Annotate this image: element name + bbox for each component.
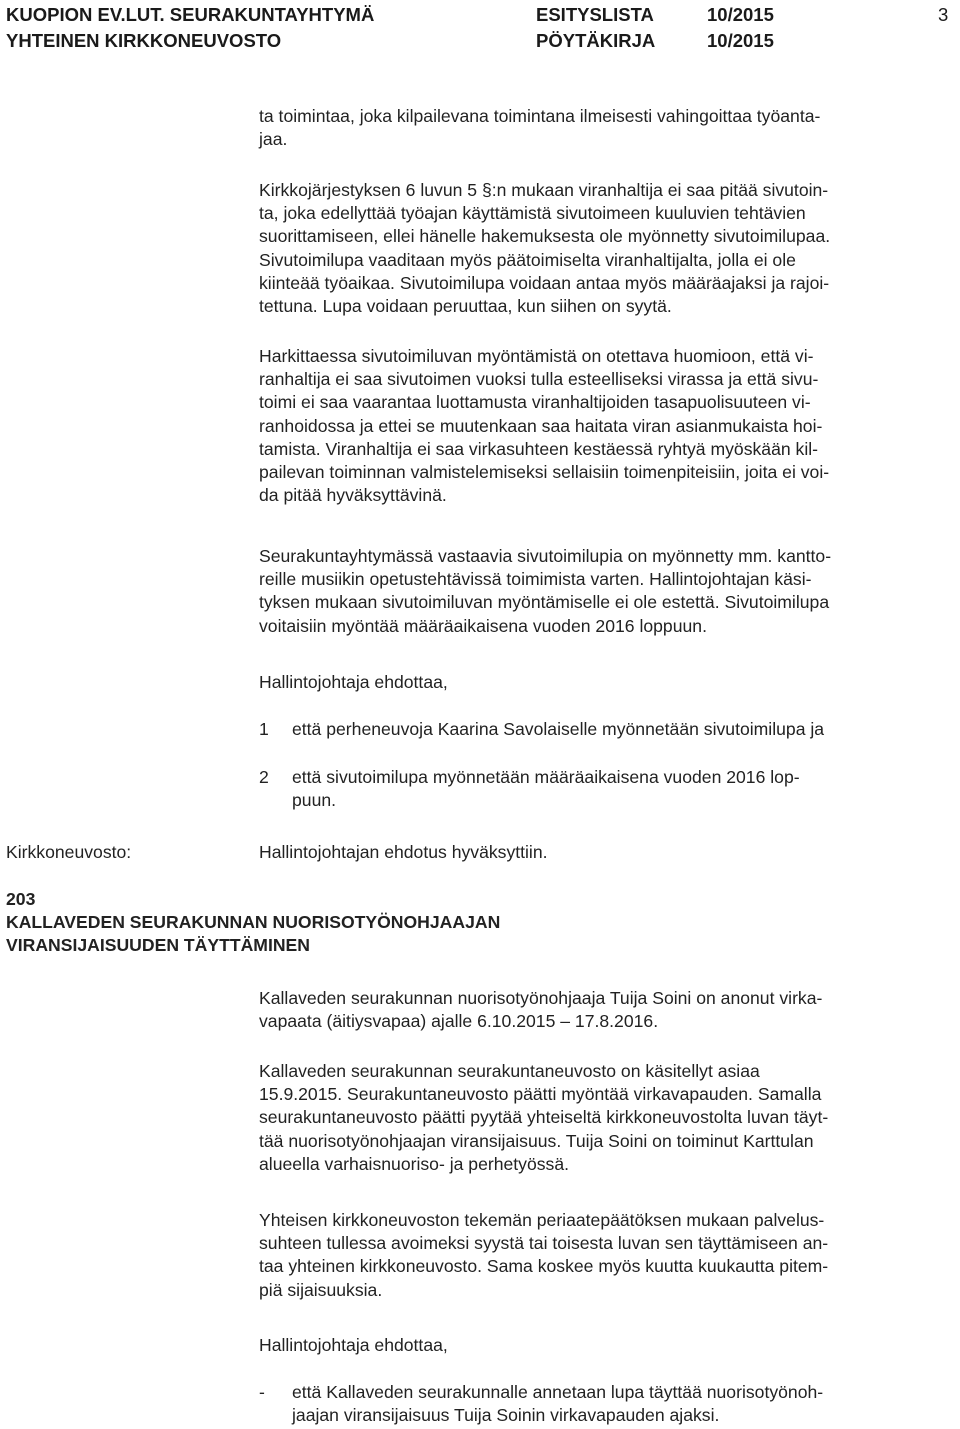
text-line: da pitää hyväksyttävinä. <box>259 485 447 506</box>
paragraph-parish-council <box>259 1060 952 1176</box>
text-line: Kallaveden seurakunnan nuorisotyönohjaaja Tuija Soini on anonut virka- <box>259 988 823 1008</box>
header-meeting-number: 10/2015 <box>707 4 774 25</box>
text-line: suorittamiseen, ellei hänelle hakemuksesta ole myönnetty sivutoimilupaa. <box>259 226 831 247</box>
header-doc-type-minutes: PÖYTÄKIRJA <box>536 30 656 51</box>
text-line: 15.9.2015. Seurakuntaneuvosto päätti myöntää virkavapauden. Samalla <box>259 1084 822 1105</box>
text-line: että sivutoimilupa myönnetään määräaikaisena vuoden 2016 lop- <box>292 767 800 787</box>
header-meeting-number-2: 10/2015 <box>707 30 774 51</box>
item-number: 2 <box>259 767 269 787</box>
header-body: YHTEINEN KIRKKONEUVOSTO <box>6 30 282 51</box>
text-line: tää nuorisotyönohjaajan viransijaisuus. Tuija Soini on toiminut Karttulan <box>259 1130 814 1151</box>
item-text <box>292 1381 952 1427</box>
text-line: alueella varhaisnuoriso- ja perhetyössä. <box>259 1153 570 1174</box>
text-line: pailevan toiminnan valmistelemiseksi sellaisiin toimenpiteisiin, joita ei voi- <box>259 462 830 483</box>
text-line: tyksen mukaan sivutoimiluvan myöntämiselle ei ole estettä. Sivutoimilupa <box>259 592 830 613</box>
section-title-line: VIRANSIJAISUUDEN TÄYTTÄMINEN <box>6 935 310 956</box>
text-line: Yhteisen kirkkoneuvoston tekemän periaatepäätöksen mukaan palvelus- <box>259 1210 825 1230</box>
proposal-intro: Hallintojohtaja ehdottaa, <box>259 672 448 692</box>
paragraph-precedents <box>259 545 952 638</box>
text-line: ranhaltija ei saa sivutoimen vuoksi tulla esteelliseksi virassa ja että sivu- <box>259 369 819 390</box>
header-doc-type-agenda: ESITYSLISTA <box>536 4 654 25</box>
text-line: tettuna. Lupa voidaan peruuttaa, kun siihen on syytä. <box>259 296 672 317</box>
section-title-line: KALLAVEDEN SEURAKUNNAN NUORISOTYÖNOHJAAJAN <box>6 912 501 933</box>
text-line: että Kallaveden seurakunnalle annetaan lupa täyttää nuorisotyönoh- <box>292 1382 824 1402</box>
page-number: 3 <box>938 4 949 25</box>
page-header <box>0 0 960 56</box>
proposal-intro: Hallintojohtaja ehdottaa, <box>259 1335 448 1355</box>
text-line: piä sijaisuuksia. <box>259 1279 383 1300</box>
text-line: suhteen tullessa avoimeksi syystä tai toisesta luvan sen täyttämiseen an- <box>259 1233 829 1254</box>
text-line: voitaisiin myöntää määräaikaisena vuoden 2016 loppuun. <box>259 615 707 636</box>
paragraph-continuation <box>259 105 952 151</box>
text-line: ranhoidossa ja ettei se muutenkaan saa haitata viran asianmukaista hoi- <box>259 415 823 436</box>
paragraph-leave-request <box>259 987 952 1033</box>
text-line: reille musiikin opetustehtävissä toimimista varten. Hallintojohtajan käsi- <box>259 569 812 590</box>
text-line: puun. <box>292 790 337 811</box>
item-bullet: - <box>259 1382 265 1402</box>
proposal-item <box>259 718 952 742</box>
paragraph-considerations <box>259 345 952 507</box>
text-line: taa yhteinen kirkkoneuvosto. Sama koskee myös kuutta kuukautta pitem- <box>259 1256 829 1277</box>
text-line: että perheneuvoja Kaarina Savolaiselle myönnetään sivutoimilupa ja <box>292 719 825 739</box>
proposal-item <box>259 1381 952 1429</box>
section-heading <box>6 888 500 958</box>
text-line: jaajan viransijaisuus Tuija Soinin virkavapauden ajaksi. <box>292 1405 720 1426</box>
text-line: Kallaveden seurakunnan seurakuntaneuvosto on käsitellyt asiaa <box>259 1061 760 1081</box>
item-number: 1 <box>259 719 269 739</box>
header-organization: KUOPION EV.LUT. SEURAKUNTAYHTYMÄ <box>6 4 375 25</box>
item-text <box>292 766 952 812</box>
decision-text: Hallintojohtajan ehdotus hyväksyttiin. <box>259 842 548 862</box>
text-line: ta, joka edellyttää työajan käyttämistä sivutoimeen kuuluvien tehtävien <box>259 203 806 224</box>
text-line: Harkittaessa sivutoimiluvan myöntämistä on otettava huomioon, että vi- <box>259 346 814 366</box>
text-line: toimi ei saa vaarantaa luottamusta viranhaltijoiden tasapuolisuuteen vi- <box>259 392 811 413</box>
section-number: 203 <box>6 889 36 909</box>
text-line: Kirkkojärjestyksen 6 luvun 5 §:n mukaan viranhaltija ei saa pitää sivutoin- <box>259 180 829 200</box>
text-line: kiinteää työaikaa. Sivutoimilupa voidaan antaa myös määräajaksi ja rajoi- <box>259 272 830 293</box>
text-line: ta toimintaa, joka kilpailevana toimintana ilmeisesti vahingoittaa työanta- <box>259 106 821 126</box>
text-line: vapaata (äitiysvapaa) ajalle 6.10.2015 – 17.8.2016. <box>259 1011 659 1032</box>
decision-label: Kirkkoneuvosto: <box>6 842 132 862</box>
text-line: tamista. Viranhaltija ei saa virkasuhteen kestäessä ryhtyä myöskään kil- <box>259 438 819 459</box>
paragraph-principle-decision <box>259 1209 952 1302</box>
text-line: seurakuntaneuvosto päätti pyytää yhteiseltä kirkkoneuvostolta luvan täyt- <box>259 1107 829 1128</box>
text-line: Sivutoimilupa vaaditaan myös päätoimiselta viranhaltijalta, jolla ei ole <box>259 249 796 270</box>
item-text <box>292 718 952 741</box>
text-line: Seurakuntayhtymässä vastaavia sivutoimilupia on myönnetty mm. kantto- <box>259 546 832 566</box>
paragraph-church-order <box>259 179 952 318</box>
text-line: jaa. <box>259 129 288 150</box>
proposal-item <box>259 766 952 814</box>
